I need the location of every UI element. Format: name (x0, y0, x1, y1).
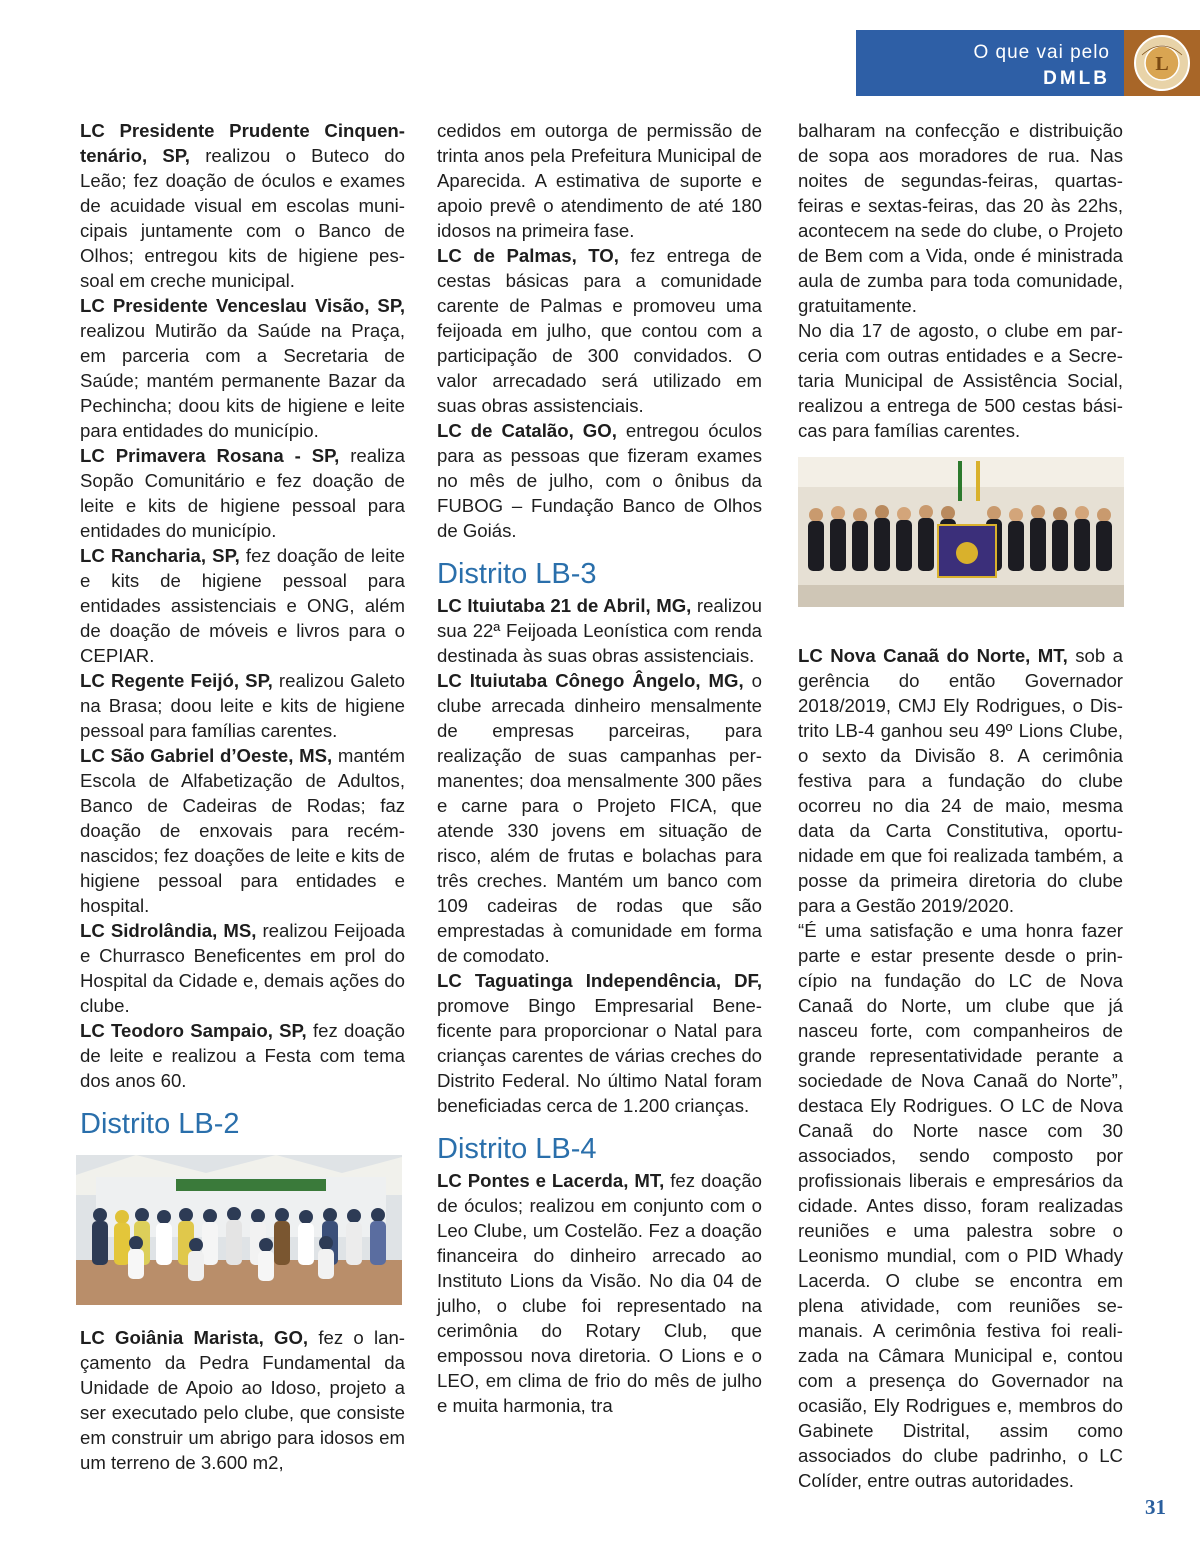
paragraph-text: fez doação de óculos; realizou em conjunto com o Leo Clube, um Costelão. Fez a doação financeira do dinheiro arrecado ao Instituto Lions da Visão. No dia 04 de julho, o clube foi representado na cerimônia do Rotary Club, que empossou nova diretoria. O Lions e o LEO, em clima de frio do mês de julho e muita harmonia, tra (437, 1170, 762, 1416)
paragraph-text: o clube arrecada dinheiro mensalmente de empresas parceiras, para realização de suas campanhas permanentes; doa mensalmente 300 pães e carne para o Projeto FICA, que atende 330 jovens em situação de risco, além de frutas e bolachas para três creches. Mantém um banco com 109 cadeiras de rodas que são emprestadas à comunidade em forma de comodato. (437, 670, 762, 966)
paragraph-text: realizou Galeto na Brasa; doou leite e kits de higiene pessoal para famílias carentes. (80, 670, 405, 741)
club-paragraph (80, 668, 405, 743)
photo-nova-canaa-do-norte (798, 457, 1124, 607)
column-1-paragraphs-lb2 (80, 1325, 405, 1475)
column-3 (798, 118, 1123, 1493)
club-name: LC de Palmas, TO, (437, 245, 619, 266)
club-paragraph (437, 118, 762, 243)
club-paragraph (80, 1325, 405, 1475)
club-name: LC Pontes e Lacerda, MT, (437, 1170, 665, 1191)
paragraph-text: sob a gerência do então Governador 2018/2019, CMJ Ely Rodrigues, o Distrito LB-4 ganhou seu 49º Lions Clube, o sexto da Divisão 8. A cerimônia festiva para a fundação do clube ocorreu no dia 24 de maio, mesma data da Carta Constitutiva, oportunidade em que foi realizada também, a posse da primeira diretoria do clube para a Gestão 2019/2020. (798, 645, 1124, 916)
club-name: LC Goiânia Marista, GO, (80, 1327, 309, 1348)
club-paragraph (437, 968, 762, 1118)
club-paragraph (80, 918, 405, 1018)
club-paragraph (437, 418, 762, 543)
column-2-paragraphs-lb4 (437, 1168, 762, 1418)
group-photo-image (798, 457, 1124, 607)
section-header-line1: O que vai pelo (973, 42, 1110, 63)
club-name: LC Rancharia, SP, (80, 545, 240, 566)
club-name: LC Sidrolândia, MS, (80, 920, 257, 941)
club-paragraph (80, 543, 405, 668)
club-paragraph (798, 643, 1123, 918)
page-number: 31 (1145, 1495, 1166, 1519)
club-paragraph (798, 318, 1123, 443)
paragraph-text: No dia 17 de agosto, o clube em parceria com outras entidades e a Secretaria Municipal de Assistência Social, realizou a entrega de 500 cestas básicas para famílias carentes. (798, 320, 1123, 441)
club-paragraph (437, 668, 762, 968)
club-paragraph (437, 243, 762, 418)
group-photo-image (76, 1155, 402, 1305)
club-name: LC Presidente Prudente Cinquentenário, SP, (80, 120, 405, 166)
club-paragraph (80, 118, 405, 293)
district-lb2-heading: Distrito LB-2 (80, 1108, 240, 1140)
column-1 (80, 118, 405, 1475)
district-lb4-heading: Distrito LB-4 (437, 1133, 597, 1165)
column-2 (437, 118, 762, 1418)
paragraph-text: promove Bingo Empresarial Beneficente para proporcionar o Natal para crianças carentes de várias creches do Distrito Federal. No último Natal foram beneficiadas cerca de 1.200 crianças. (437, 995, 762, 1116)
paragraph-text: mantém Escola de Alfabetização de Adultos, Banco de Cadeiras de Rodas; faz doação de enxovais para recém-nascidos; fez doações de leite e kits de higiene pessoal para entidades e hospital. (80, 745, 405, 916)
club-paragraph (80, 1018, 405, 1093)
paragraph-text: fez doação de leite e realizou a Festa com tema dos anos 60. (80, 1020, 405, 1091)
paragraph-text: entregou óculos para as pessoas que fizeram exames no mês de julho, com o ônibus da FUBOG – Fundação Banco de Olhos de Goiás. (437, 420, 763, 541)
club-paragraph (80, 443, 405, 543)
paragraph-text: realizou Mutirão da Saúde na Praça, em parceria com a Secretaria de Saúde; mantém permanente Bazar da Pechincha; doou kits de higiene e leite para entidades do município. (80, 320, 405, 441)
photo-goiania-marista (76, 1155, 402, 1305)
district-lb3-heading: Distrito LB-3 (437, 558, 597, 590)
club-name: LC de Catalão, GO, (437, 420, 617, 441)
club-name: LC Regente Feijó, SP, (80, 670, 273, 691)
logo-band (1124, 30, 1200, 96)
paragraph-text: realizou sua 22ª Feijoada Leonística com renda destinada às suas obras assistenciais. (437, 595, 762, 666)
column-2-paragraphs (437, 118, 762, 543)
section-header-band (856, 30, 1124, 96)
club-name: LC Ituiutaba Cônego Ângelo, MG, (437, 670, 744, 691)
column-3-paragraphs (798, 118, 1123, 443)
paragraph-text: fez doação de leite e kits de higiene pessoal para entidades assistenciais e ONG, além de doação de móveis e livros para o CEPIAR. (80, 545, 406, 666)
paragraph-text: “É uma satisfação e uma honra fazer parte e estar presente desde o princípio na fundação do LC de Nova Canaã do Norte, um clube que já nasceu forte, com companheiros de grande representatividade perante a sociedade de Nova Canaã do Norte”, destaca Ely Rodrigues. O LC de Nova Canaã do Norte nasce com 30 associados, sendo composto por profissionais liberais e empresários da cidade. Antes disso, foram realizadas reuniões e uma palestra sobre o Leonismo mundial, com o PID Whady Lacerda. O clube se encontra em plena atividade, com reuniões semanais. A cerimônia festiva foi realizada na Câmara Municipal e, contou com a presença do Governador na ocasião, Ely Rodrigues e, membros do Gabinete Distrital, assim como associados do clube padrinho, o LC Colíder, entre outras autoridades. (798, 920, 1123, 1491)
club-name: LC Primavera Rosana - SP, (80, 445, 340, 466)
column-3-paragraphs-nova-canaa (798, 643, 1123, 1493)
paragraph-text: cedidos em outorga de permissão de trinta anos pela Prefeitura Municipal de Aparecida. A estimativa de suporte e apoio prevê o atendimento de até 180 idosos na primeira fase. (437, 120, 762, 241)
club-paragraph (798, 918, 1123, 1493)
column-2-paragraphs-lb3 (437, 593, 762, 1118)
section-header-title: DMLB (1043, 68, 1110, 89)
paragraph-text: balharam na confecção e distribuição de sopa aos moradores de rua. Nas noites de segundas-feiras, quartas-feiras e sextas-feiras, das 20 às 22hs, acontecem na sede do clube, o Projeto de Bem com a Vida, onde é ministrada aula de zumba para toda comunidade, gratuitamente. (798, 120, 1123, 316)
club-name: LC Presidente Venceslau Visão, SP, (80, 295, 405, 316)
club-paragraph (80, 293, 405, 443)
club-name: LC Taguatinga Independência, DF, (437, 970, 762, 991)
paragraph-text: realiza Sopão Comunitário e fez doação de leite e kits de higiene pessoal para entidades do município. (80, 445, 405, 541)
club-paragraph (437, 1168, 762, 1418)
club-name: LC Teodoro Sampaio, SP, (80, 1020, 307, 1041)
club-name: LC São Gabriel d’Oeste, MS, (80, 745, 333, 766)
svg-text:L: L (1155, 53, 1169, 75)
paragraph-text: realizou Feijoada e Churrasco Beneficentes em prol do Hospital da Cidade e, demais ações do clube. (80, 920, 405, 1016)
paragraph-text: fez entrega de cestas básicas para a comunidade carente de Palmas e promoveu uma feijoada em julho, que contou com a participação de 300 convidados. O valor arrecadado será utilizado em suas obras assistenciais. (437, 245, 762, 416)
club-name: LC Ituiutaba 21 de Abril, MG, (437, 595, 692, 616)
club-name: LC Nova Canaã do Norte, MT, (798, 645, 1068, 666)
paragraph-text: realizou o Buteco do Leão; fez doação de óculos e exames de acuidade visual em escolas municipais juntamente com o Banco de Olhos; entregou kits de higiene pessoal em creche municipal. (80, 145, 405, 291)
club-paragraph (80, 743, 405, 918)
column-1-paragraphs (80, 118, 405, 1093)
lions-logo-icon (1132, 33, 1192, 93)
club-paragraph (798, 118, 1123, 318)
club-paragraph (437, 593, 762, 668)
paragraph-text: fez o lançamento da Pedra Fundamental da Unidade de Apoio ao Idoso, projeto a ser executado pelo clube, que consiste em construir um abrigo para idosos em um terreno de 3.600 m2, (80, 1327, 405, 1473)
